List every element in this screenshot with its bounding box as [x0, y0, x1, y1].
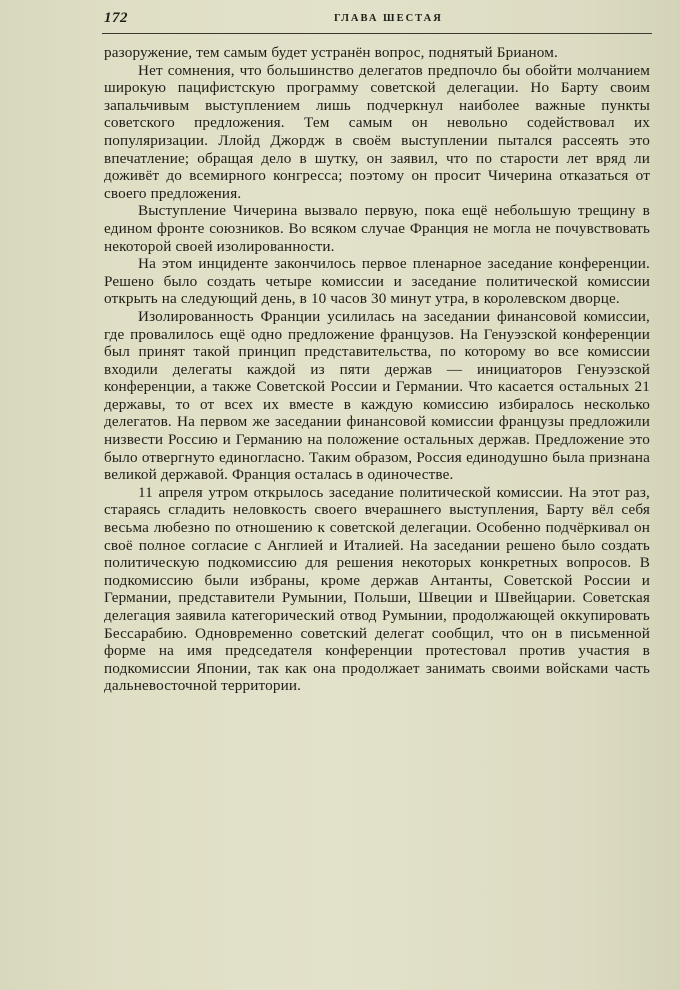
paragraph: Выступление Чичерина вызвало первую, пока ещё небольшую трещину в едином фронте союзников. Во всяком случае Франция не могла не почувствовать некоторой своей изолированности.: [104, 202, 650, 255]
paragraph-continuation: разоружение, тем самым будет устранён вопрос, поднятый Брианом.: [104, 44, 558, 61]
paragraph: На этом инциденте закончилось первое пленарное заседание конференции. Решено было создать четыре комиссии и заседание политической комиссии открыть на следующий день, в 10 часов 30 минут утра, в королевском дворце.: [104, 255, 650, 308]
header-rule: [102, 33, 652, 34]
body-text: [104, 44, 650, 695]
page-header: [104, 10, 652, 32]
page-number: 172: [104, 10, 128, 26]
running-head: ГЛАВА ШЕСТАЯ: [334, 13, 443, 24]
paragraph: 11 апреля утром открылось заседание политической комиссии. На этот раз, стараясь сгладить неловкость своего вчерашнего выступления, Барту вёл себя весьма любезно по отношению к советской делегации. Особенно подчёркивал он своё полное согласие с Англией и Италией. На заседании решено было создать политическую подкомиссию для решения некоторых конкретных вопросов. В подкомиссию были избраны, кроме держав Антанты, Советской России и Германии, представители Румынии, Польши, Швеции и Швейцарии. Советская делегация заявила категорический отвод Румынии, продолжающей оккупировать Бессарабию. Одновременно советский делегат сообщил, что он в письменной форме на имя председателя конференции протестовал против участия в подкомиссии Японии, так как она продолжает занимать своими войсками часть дальневосточной территории.: [104, 483, 650, 695]
paragraph: Нет сомнения, что большинство делегатов предпочло бы обойти молчанием широкую пацифистскую программу советской делегации. Но Барту своим запальчивым выступлением лишь подчеркнул наиболее важные пункты советского предложения. Тем самым он невольно содействовал их популяризации. Ллойд Джордж в своём выступлении пытался рассеять это впечатление; обращая дело в шутку, он заявил, что по старости лет вряд ли доживёт до всемирного конгресса; поэтому он просит Чичерина отказаться от своего предложения.: [104, 61, 650, 202]
paragraph: Изолированность Франции усилилась на заседании финансовой комиссии, где провалилось ещё одно предложение французов. На Генуэзской конференции был принят такой принцип представительства, по которому во все комиссии входили делегаты каждой из пяти держав — инициаторов Генуэзской конференции, а также Советской России и Германии. Что касается остальных 21 державы, то от всех их вместе в каждую комиссию избиралось несколько делегатов. На первом же заседании финансовой комиссии французы предложили низвести Россию и Германию на положение остальных держав. Предложение это было отвергнуто единогласно. Таким образом, Россия единодушно была признана великой державой. Франция осталась в одиночестве.: [104, 307, 650, 484]
